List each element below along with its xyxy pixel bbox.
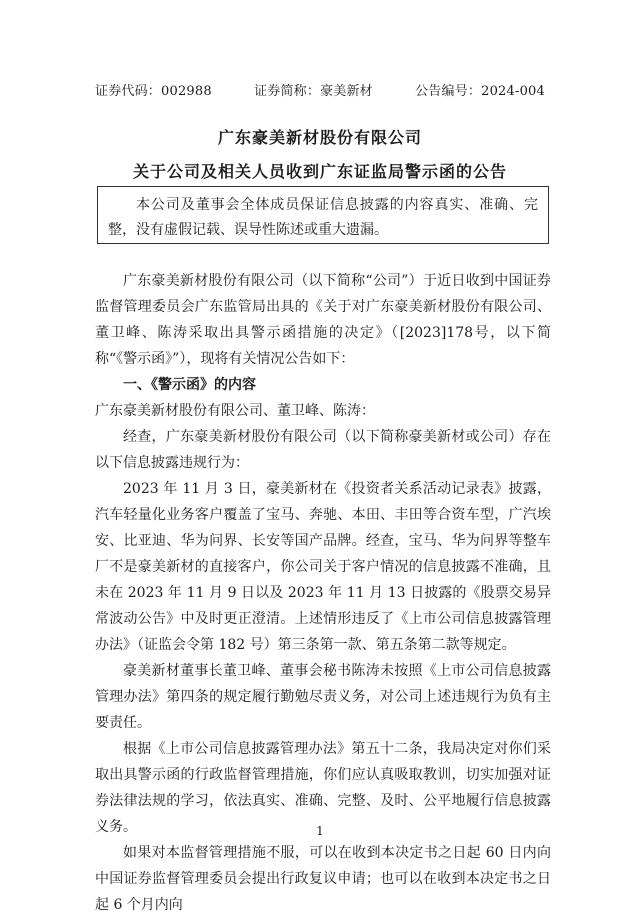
violation-paragraph: 2023 年 11 月 3 日，豪美新材在《投资者关系活动记录表》披露，汽车轻量化业务客户覆盖了宝马、奔驰、本田、丰田等合资车型，广汽埃安、比亚迪、华为问界、长安等国产品牌。经查，宝马、华为问界等整车厂不是豪美新材的直接客户，你公司关于客户情况的信息披露不准确，且未在 2023 年 11 月 9 日以及 2023 年 11 月 13 日披露的《股票交易异常波动公告》中及时更正澄清。上述情形违反了《上市公司信息披露管理办法》（证监会令第 182 号）第三条第一款、第五条第二款等规定。 [95,481,551,653]
notice-body [95,268,551,918]
intro-paragraph: 广东豪美新材股份有限公司（以下简称“公司”）于近日收到中国证券监督管理委员会广东监管局出具的《关于对广东豪美新材股份有限公司、董卫峰、陈涛采取出具警示函措施的决定》（[2023]178号，以下简称“《警示函》”），现将有关情况公告如下： [95,273,551,367]
page-number: 1 [316,824,324,838]
document-header [95,80,545,99]
decision-paragraph: 根据《上市公司信息披露管理办法》第五十二条，我局决定对你们采取出具警示函的行政监督管理措施，你们应认真吸取教训，切实加强对证券法律法规的学习，依法真实、准确、完整、及时、公平地履行信息披露义务。 [95,741,551,835]
section-heading: 一、《警示函》的内容 [123,377,256,393]
notice-title: 关于公司及相关人员收到广东证监局警示函的公告 [132,162,507,181]
notice-number: 公告编号：2024-004 [415,84,545,99]
stock-name: 证券简称：豪美新材 [254,84,373,99]
board-statement-box: 本公司及董事会全体成员保证信息披露的内容真实、准确、完整，没有虚假记载、误导性陈述或重大遗漏。 [97,186,549,244]
company-title: 广东豪美新材股份有限公司 [217,128,422,147]
appeal-paragraph: 如果对本监督管理措施不服，可以在收到本决定书之日起 60 日内向中国证券监督管理委员会提出行政复议申请；也可以在收到本决定书之日起 6 个月内向 [95,845,551,913]
addressees-line: 广东豪美新材股份有限公司、董卫峰、陈涛： [95,403,375,419]
stock-code: 证券代码：002988 [95,84,212,99]
responsibility-paragraph: 豪美新材董事长董卫峰、董事会秘书陈涛未按照《上市公司信息披露管理办法》第四条的规定履行勤勉尽责义务，对公司上述违规行为负有主要责任。 [95,663,551,731]
findings-paragraph: 经查，广东豪美新材股份有限公司（以下简称豪美新材或公司）存在以下信息披露违规行为： [95,429,551,471]
